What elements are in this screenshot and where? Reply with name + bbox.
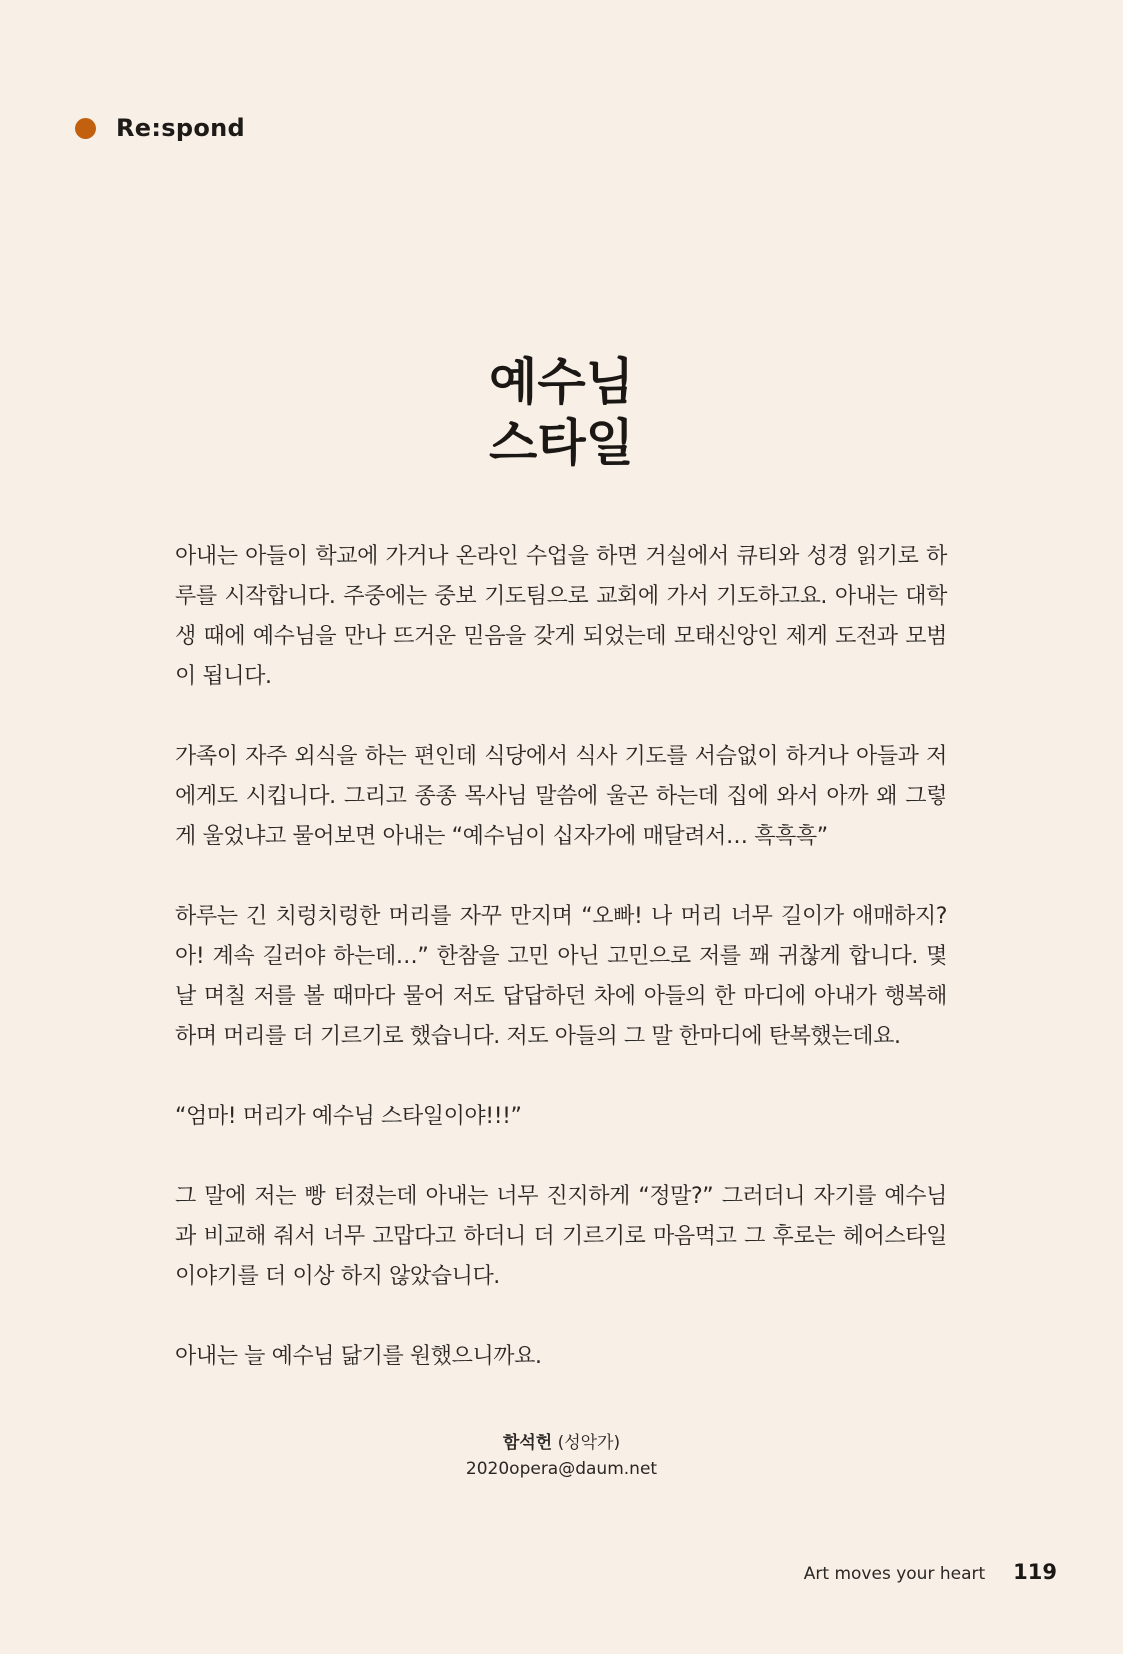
paragraph: 아내는 늘 예수님 닮기를 원했으니까요. — [175, 1344, 542, 1369]
author-line — [0, 1430, 1123, 1456]
author-email: 2020opera@daum.net — [465, 1459, 658, 1479]
paragraph: 그 말에 저는 빵 터졌는데 아내는 너무 진지하게 “정말?” 그러더니 자기를 예수님과 비교해 줘서 너무 고맙다고 하더니 더 기르기로 마음먹고 그 후로는 헤어스타일 이야기를 더 이상 하지 않았습니다. — [175, 1184, 947, 1289]
section-dot-icon — [75, 118, 96, 139]
paragraph: “엄마! 머리가 예수님 스타일이야!!!” — [175, 1104, 522, 1129]
footer-tagline: Art moves your heart — [803, 1564, 986, 1584]
author-name: 함석헌 — [502, 1433, 553, 1453]
section-header — [75, 114, 245, 142]
author-role: (성악가) — [557, 1433, 621, 1453]
section-label: Re:spond — [116, 114, 245, 142]
paragraph: 가족이 자주 외식을 하는 편인데 식당에서 식사 기도를 서슴없이 하거나 아들과 저에게도 시킵니다. 그리고 종종 목사님 말씀에 울곤 하는데 집에 와서 아까 왜 그렇게 울었냐고 물어보면 아내는 “예수님이 십자가에 매달려서… 흑흑흑” — [175, 744, 947, 849]
paragraph: 하루는 긴 치렁치렁한 머리를 자꾸 만지며 “오빠! 나 머리 너무 길이가 애매하지? 아! 계속 길러야 하는데…” 한참을 고민 아닌 고민으로 저를 꽤 귀찮게 합니다. 몇 날 며칠 저를 볼 때마다 물어 저도 답답하던 차에 아들의 한 마디에 아내가 행복해하며 머리를 더 기르기로 했습니다. 저도 아들의 그 말 한마디에 탄복했는데요. — [175, 904, 947, 1049]
byline — [0, 1430, 1123, 1482]
article-title-line-2: 스타일 — [489, 414, 634, 472]
paragraph: 아내는 아들이 학교에 가거나 온라인 수업을 하면 거실에서 큐티와 성경 읽기로 하루를 시작합니다. 주중에는 중보 기도팀으로 교회에 가서 기도하고요. 아내는 대학생 때에 예수님을 만나 뜨거운 믿음을 갖게 되었는데 모태신앙인 제게 도전과 모범이 됩니다. — [175, 544, 947, 689]
article-body — [175, 537, 947, 1417]
article-title-line-1: 예수님 — [489, 353, 634, 411]
page-number: 119 — [1013, 1560, 1057, 1584]
page-footer — [804, 1560, 1057, 1584]
